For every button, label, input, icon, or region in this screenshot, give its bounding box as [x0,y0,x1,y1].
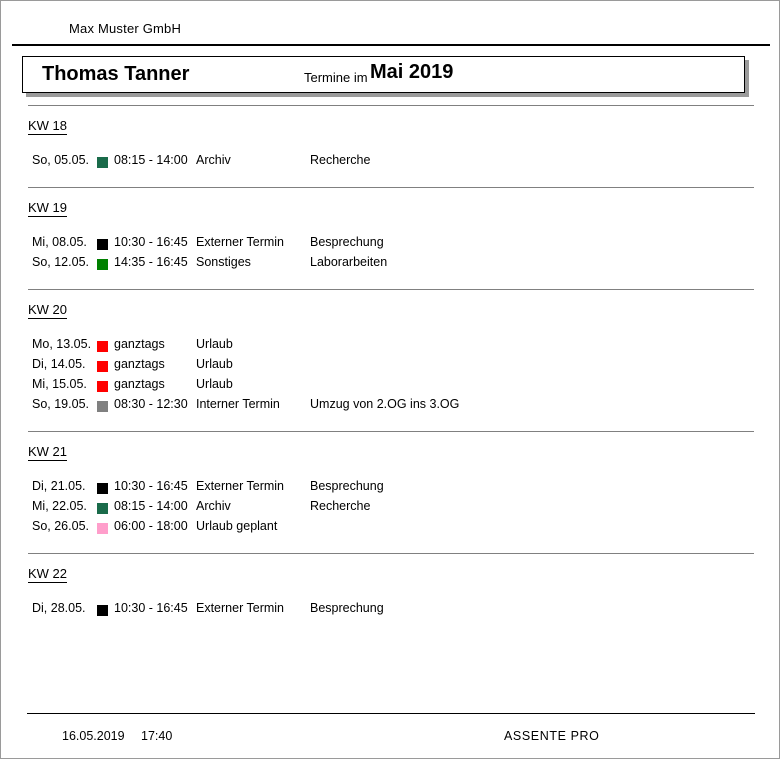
appointment-date: So, 19.05. [32,397,89,411]
appointment-note: Besprechung [310,479,384,493]
week-block [1,187,780,275]
appointment-row[interactable] [1,601,780,621]
appointment-date: So, 05.05. [32,153,89,167]
appointment-category: Externer Termin [196,601,284,615]
appointment-category: Urlaub [196,377,233,391]
appointment-time: ganztags [114,337,165,351]
appointment-date: Mi, 08.05. [32,235,87,249]
appointment-time: 10:30 - 16:45 [114,479,188,493]
week-label: KW 19 [28,200,68,215]
week-label: KW 22 [28,566,68,581]
appointment-row[interactable] [1,479,780,499]
appointment-list [1,337,780,417]
week-label: KW 21 [28,444,68,459]
header-divider [12,44,770,46]
appointment-date: So, 26.05. [32,519,89,533]
appointment-list [1,601,780,621]
appointment-category: Externer Termin [196,479,284,493]
week-block [1,431,780,539]
appointment-time: 08:15 - 14:00 [114,153,188,167]
appointment-time: 08:30 - 12:30 [114,397,188,411]
category-color-swatch [97,239,108,250]
appointment-category: Archiv [196,499,231,513]
appointment-note: Besprechung [310,235,384,249]
page-title: Thomas Tanner [42,63,190,85]
week-block [1,105,780,173]
appointment-date: Mi, 22.05. [32,499,87,513]
appointment-row[interactable] [1,397,780,417]
footer-date: 16.05.2019 [62,729,125,743]
company-name: Max Muster GmbH [69,21,182,36]
footer-time: 17:40 [141,729,173,743]
appointment-note: Recherche [310,153,371,167]
appointment-row[interactable] [1,235,780,255]
appointment-date: Mi, 15.05. [32,377,87,391]
appointment-list [1,235,780,275]
appointment-time: 10:30 - 16:45 [114,601,188,615]
appointment-time: 08:15 - 14:00 [114,499,188,513]
week-label: KW 20 [28,302,68,317]
category-color-swatch [97,523,108,534]
appointment-time: ganztags [114,357,165,371]
appointment-note: Besprechung [310,601,384,615]
appointment-time: ganztags [114,377,165,391]
category-color-swatch [97,503,108,514]
appointment-time: 10:30 - 16:45 [114,235,188,249]
appointment-list [1,153,780,173]
appointment-category: Externer Termin [196,235,284,249]
week-divider [28,105,754,106]
week-block [1,553,780,621]
category-color-swatch [97,157,108,168]
footer-divider [27,713,755,714]
appointment-note: Umzug von 2.OG ins 3.OG [310,397,460,411]
title-box [22,56,745,93]
title-month: Mai 2019 [370,61,454,83]
category-color-swatch [97,483,108,494]
week-divider [28,431,754,432]
week-label: KW 18 [28,118,68,133]
appointment-category: Sonstiges [196,255,251,269]
appointment-row[interactable] [1,255,780,275]
appointment-time: 14:35 - 16:45 [114,255,188,269]
week-block [1,289,780,417]
appointment-row[interactable] [1,357,780,377]
week-divider [28,553,754,554]
appointment-row[interactable] [1,153,780,173]
appointment-date: Di, 14.05. [32,357,86,371]
footer-brand: ASSENTE PRO [504,729,600,743]
appointment-date: So, 12.05. [32,255,89,269]
appointment-category: Interner Termin [196,397,280,411]
appointment-category: Urlaub [196,357,233,371]
appointment-category: Urlaub [196,337,233,351]
appointment-row[interactable] [1,499,780,519]
category-color-swatch [97,605,108,616]
appointment-time: 06:00 - 18:00 [114,519,188,533]
appointment-category: Archiv [196,153,231,167]
appointment-date: Di, 21.05. [32,479,86,493]
appointment-date: Di, 28.05. [32,601,86,615]
appointment-note: Recherche [310,499,371,513]
appointments-container [1,105,780,635]
category-color-swatch [97,401,108,412]
appointment-date: Mo, 13.05. [32,337,92,351]
category-color-swatch [97,361,108,372]
category-color-swatch [97,381,108,392]
appointment-list [1,479,780,539]
category-color-swatch [97,259,108,270]
appointment-row[interactable] [1,377,780,397]
title-subtitle: Termine im [304,70,368,85]
category-color-swatch [97,341,108,352]
appointment-row[interactable] [1,519,780,539]
appointment-category: Urlaub geplant [196,519,278,533]
appointment-row[interactable] [1,337,780,357]
week-divider [28,187,754,188]
week-divider [28,289,754,290]
appointment-note: Laborarbeiten [310,255,388,269]
